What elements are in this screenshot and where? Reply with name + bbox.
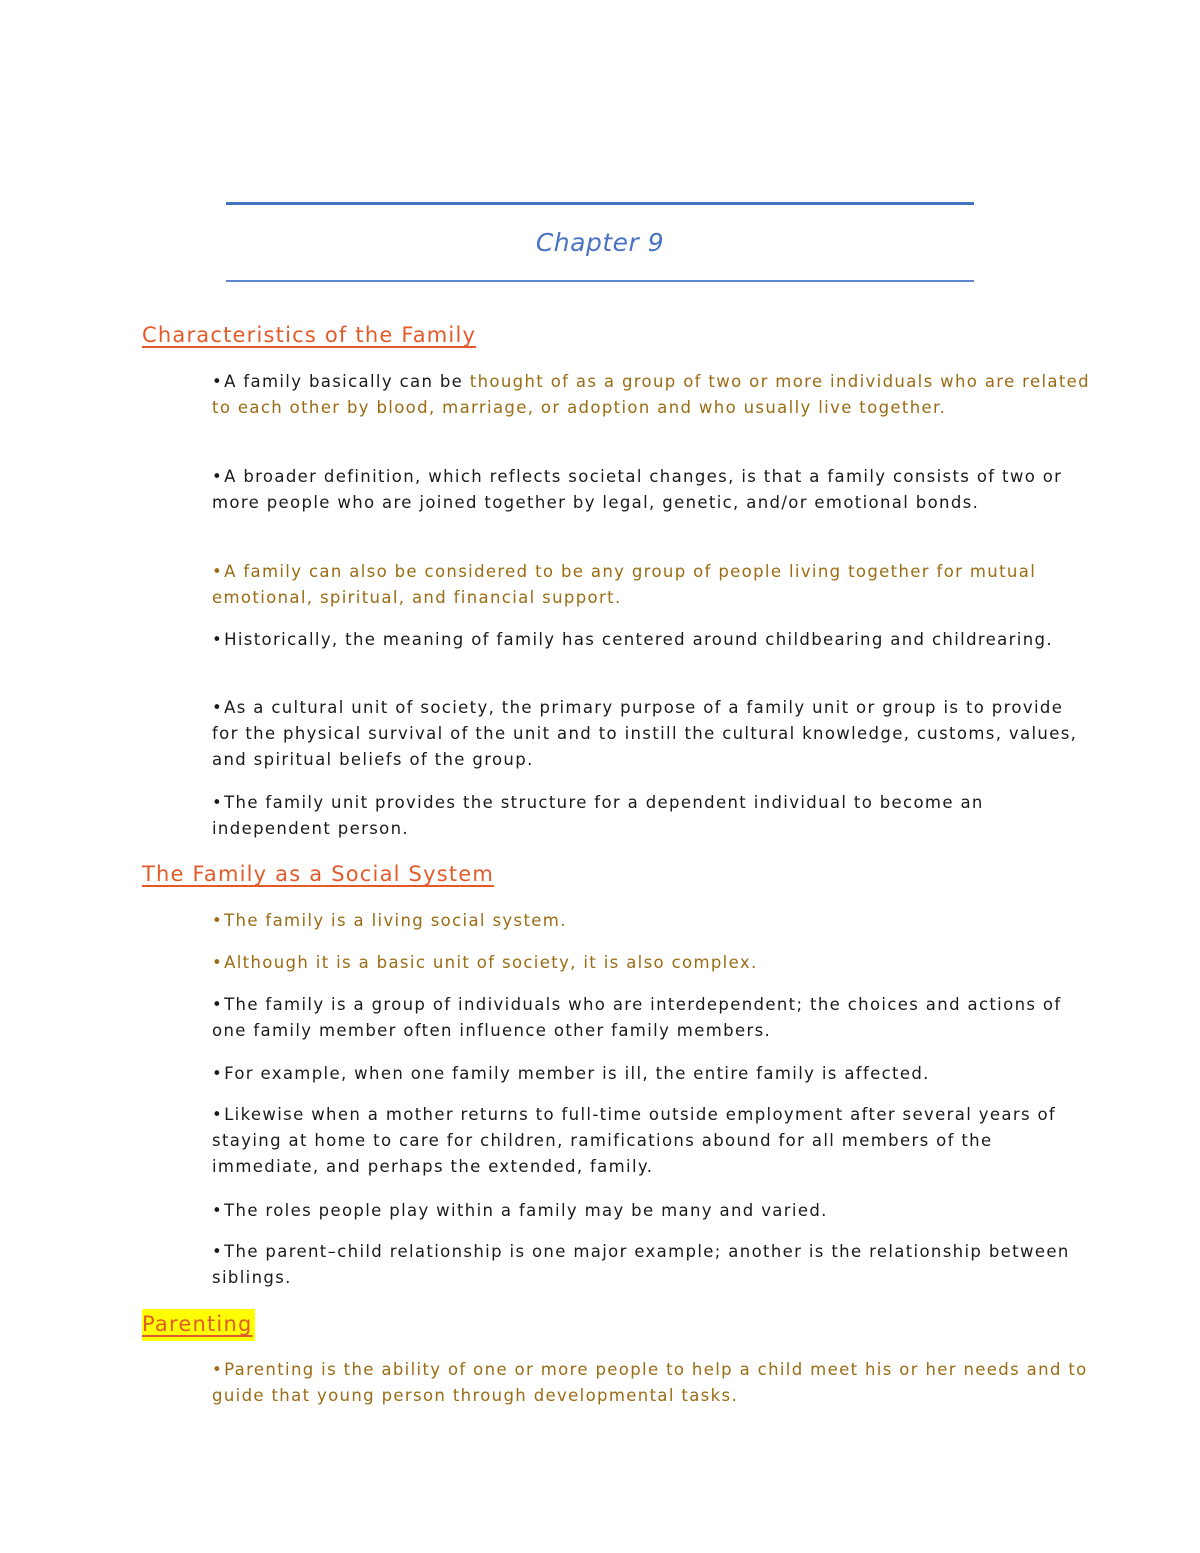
bullet-icon: • (212, 953, 224, 972)
item-text: A family basically can be (224, 372, 470, 391)
bullet-icon: • (212, 562, 224, 581)
bullet-icon: • (212, 630, 224, 649)
bullet-icon: • (212, 467, 224, 486)
list-item (212, 908, 1092, 934)
chapter-title: Chapter 9 (535, 228, 665, 257)
item-text: Historically, the meaning of family has centered around childbearing and childrearing. (224, 630, 1053, 649)
item-text: For example, when one family member is ill, the entire family is affected. (224, 1064, 930, 1083)
list-item (212, 790, 1092, 842)
item-text: As a cultural unit of society, the primary purpose of a family unit or group is to provide for the physical survival of the unit and to instill the cultural knowledge, customs, values, and spiritual beliefs of the group. (212, 698, 1078, 769)
list-item (212, 695, 1092, 773)
list-item (212, 1239, 1092, 1291)
item-text: Likewise when a mother returns to full-time outside employment after several years of staying at home to care for children, ramifications abound for all members of the immediate, and perhaps the extended, family. (212, 1105, 1057, 1176)
item-text: The family unit provides the structure for a dependent individual to become an independent person. (212, 793, 984, 838)
chapter-title-block (226, 202, 974, 284)
section-heading-parenting: Parenting (142, 1309, 255, 1341)
title-bottom-rule (226, 280, 974, 282)
item-text-highlighted: Parenting is the ability of one or more people to help a child meet his or her needs and to guide that young person through developmental tasks. (212, 1360, 1088, 1405)
section-heading-social-system: The Family as a Social System (142, 862, 495, 886)
bullet-icon: • (212, 911, 224, 930)
item-text-highlighted: Although it is a basic unit of society, it is also complex. (224, 953, 758, 972)
list-item (212, 992, 1092, 1044)
item-text: The parent–child relationship is one major example; another is the relationship between siblings. (212, 1242, 1070, 1287)
bullet-icon: • (212, 698, 224, 717)
list-item (212, 559, 1092, 611)
section-heading-characteristics: Characteristics of the Family (142, 323, 477, 347)
bullet-icon: • (212, 1242, 224, 1261)
item-text-highlighted: The family is a living social system. (224, 911, 567, 930)
item-text-highlighted: A family can also be considered to be any group of people living together for mutual emotional, spiritual, and financial support. (212, 562, 1037, 607)
bullet-icon: • (212, 1201, 224, 1220)
item-text: The family is a group of individuals who are interdependent; the choices and actions of one family member often influence other family members. (212, 995, 1062, 1040)
item-text: The roles people play within a family may be many and varied. (224, 1201, 828, 1220)
list-item (212, 1102, 1092, 1180)
list-item (212, 627, 1092, 653)
bullet-icon: • (212, 1360, 224, 1379)
list-item (212, 464, 1092, 516)
list-item (212, 950, 1092, 976)
bullet-icon: • (212, 793, 224, 812)
bullet-icon: • (212, 1064, 224, 1083)
bullet-icon: • (212, 995, 224, 1014)
item-text: A broader definition, which reflects societal changes, is that a family consists of two or more people who are joined together by legal, genetic, and/or emotional bonds. (212, 467, 1063, 512)
bullet-icon: • (212, 1105, 224, 1124)
item-text-highlighted: thought of as a group of two or more individuals who are related to each other by blood, marriage, or adoption and who usually live together. (212, 372, 1090, 417)
list-item (212, 1357, 1092, 1409)
bullet-icon: • (212, 372, 224, 391)
list-item (212, 1061, 1092, 1087)
title-top-rule (226, 202, 974, 205)
list-item (212, 1198, 1092, 1224)
list-item (212, 369, 1092, 421)
